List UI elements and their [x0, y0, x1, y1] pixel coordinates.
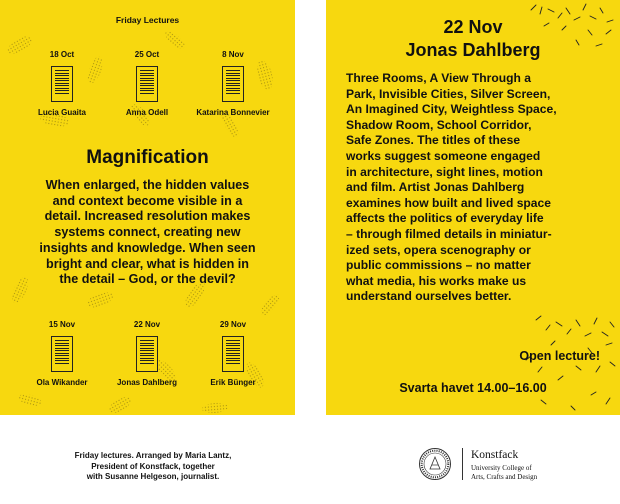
document-icon — [222, 336, 244, 372]
description-line: works suggest someone engaged — [346, 148, 541, 163]
lecture-item — [22, 320, 102, 388]
document-icon — [136, 336, 158, 372]
venue-time: Svarta havet 14.00–16.00 — [399, 381, 547, 395]
document-icon — [222, 66, 244, 102]
credits-line: President of Konstfack, together — [91, 461, 215, 471]
description-line: understand ourselves better. — [346, 289, 512, 304]
lecture-date: 25 Oct — [134, 50, 160, 59]
description-line: examines how built and lived space — [346, 195, 551, 210]
intro-line: insights and knowledge. When seen — [39, 240, 256, 255]
intro-line: detail. Increased resolution makes — [44, 209, 251, 224]
logo-divider — [462, 448, 463, 480]
footer-credits — [42, 451, 264, 483]
lecture-item — [107, 320, 187, 388]
description-line: Shadow Room, School Corridor, — [346, 117, 532, 132]
lecture-date: 18 Oct — [49, 50, 75, 59]
description-line: Park, Invisible Cities, Silver Screen, — [346, 86, 551, 101]
credits-line: with Susanne Helgeson, journalist. — [86, 472, 220, 481]
poster-single-lecture — [326, 0, 620, 415]
description-line: affects the politics of everyday life — [346, 211, 544, 226]
credits-line: Friday lectures. Arranged by Maria Lantz, — [74, 451, 232, 460]
description-line: Safe Zones. The titles of these — [346, 133, 521, 148]
intro-line: bright and clear, what is hidden in — [46, 256, 249, 271]
series-title: Friday Lectures — [115, 15, 180, 25]
lecture-item — [22, 50, 102, 118]
lecture-speaker: Anna Odell — [125, 108, 169, 117]
brand-subtitle-line: Arts, Crafts and Design — [471, 472, 538, 481]
lecture-speaker: Erik Bünger — [210, 378, 256, 387]
lecture-date: 8 Nov — [222, 50, 244, 59]
description-line: what media, his works make us — [346, 273, 527, 288]
intro-text — [8, 178, 287, 288]
document-icon — [51, 336, 73, 372]
intro-line: When enlarged, the hidden values — [45, 178, 250, 192]
document-icon — [51, 66, 73, 102]
brand-subtitle — [471, 464, 537, 481]
lecture-item — [193, 320, 273, 388]
description-line: public commissions – no matter — [346, 258, 531, 273]
description-line: in architecture, sight lines, motion — [346, 164, 543, 179]
lecture-date: 15 Nov — [48, 320, 76, 329]
upcoming-lectures-top — [0, 50, 295, 130]
headline: Magnification — [86, 147, 209, 168]
event-description — [346, 71, 614, 305]
lecture-date: 29 Nov — [219, 320, 247, 329]
seal-icon — [418, 447, 452, 481]
event-speaker: Jonas Dahlberg — [405, 40, 541, 60]
brand-subtitle-line: University College of — [471, 464, 532, 472]
intro-line: systems connect, creating new — [54, 225, 241, 240]
document-icon — [136, 66, 158, 102]
lecture-speaker: Jonas Dahlberg — [116, 378, 177, 387]
upcoming-lectures-bottom — [0, 320, 295, 400]
intro-line: and context become visible in a — [52, 193, 243, 208]
lecture-item — [107, 50, 187, 118]
lecture-speaker: Katarina Bonnevier — [196, 108, 270, 117]
description-line: An Imagined City, Weightless Space, — [346, 102, 557, 117]
event-date: 22 Nov — [443, 17, 503, 37]
lecture-speaker: Lucia Guaita — [37, 108, 86, 117]
description-line: – through filmed details in miniatur- — [346, 226, 552, 241]
intro-line: the detail – God, or the devil? — [59, 272, 236, 287]
description-line: and film. Artist Jonas Dahlberg — [346, 180, 525, 195]
lecture-item — [193, 50, 273, 118]
poster-lecture-series — [0, 0, 295, 415]
open-lecture-label: Open lecture! — [519, 349, 600, 363]
lecture-date: 22 Nov — [133, 320, 161, 329]
brand-name: Konstfack — [471, 449, 519, 461]
description-line: ized sets, opera scenography or — [346, 242, 531, 257]
lecture-speaker: Ola Wikander — [36, 378, 88, 387]
description-line: Three Rooms, A View Through a — [346, 71, 532, 85]
